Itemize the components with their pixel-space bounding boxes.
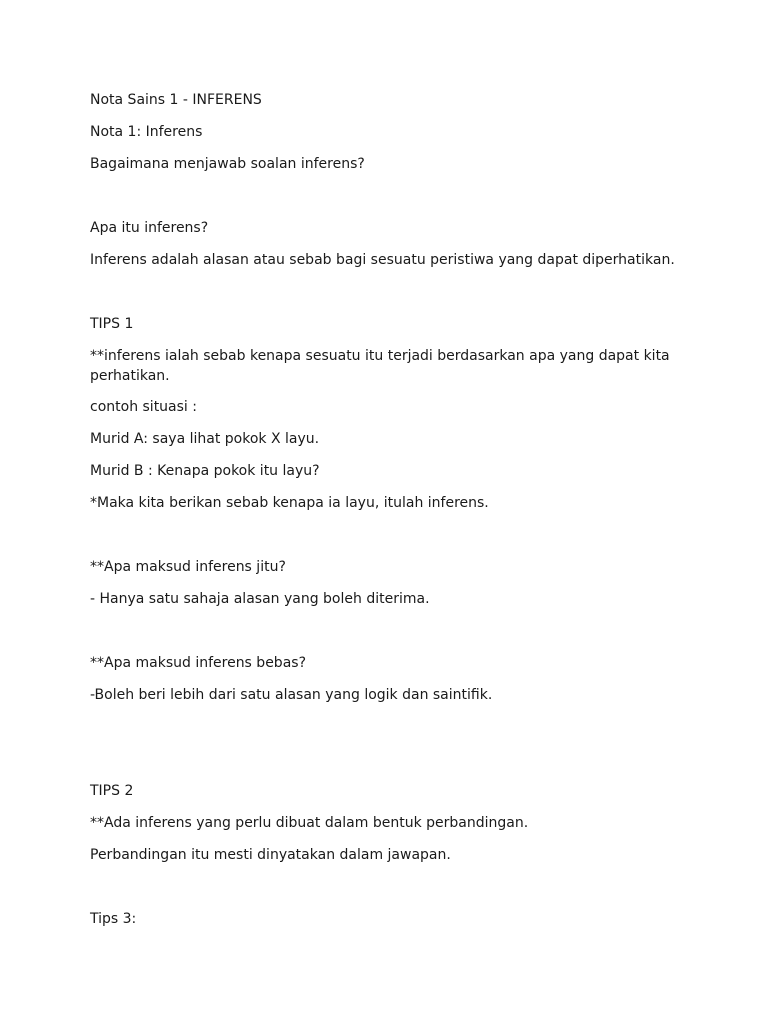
answer-line: -Boleh beri lebih dari satu alasan yang logik dan saintifik. (90, 687, 493, 703)
tips-heading: Tips 3: (90, 911, 137, 927)
dialogue-line: Murid A: saya lihat pokok X layu. (90, 431, 320, 447)
tips-heading: TIPS 1 (90, 316, 134, 332)
tip-paragraph: **Ada inferens yang perlu dibuat dalam bentuk perbandingan. (90, 815, 529, 831)
note-heading: Nota 1: Inferens (90, 124, 203, 140)
question-line: **Apa maksud inferens jitu? (90, 559, 286, 575)
dialogue-line: Murid B : Kenapa pokok itu layu? (90, 463, 320, 479)
question-line: **Apa maksud inferens bebas? (90, 655, 306, 671)
answer-line: - Hanya satu sahaja alasan yang boleh diterima. (90, 591, 430, 607)
definition-paragraph: Inferens adalah alasan atau sebab bagi sesuatu peristiwa yang dapat diperhatikan. (90, 252, 675, 268)
question-line: Bagaimana menjawab soalan inferens? (90, 156, 365, 172)
example-label: contoh situasi : (90, 399, 197, 415)
tip-paragraph: Perbandingan itu mesti dinyatakan dalam jawapan. (90, 847, 451, 863)
tips-heading: TIPS 2 (90, 783, 134, 799)
section-heading: Apa itu inferens? (90, 220, 209, 236)
conclusion-line: *Maka kita berikan sebab kenapa ia layu, itulah inferens. (90, 495, 489, 511)
tip-paragraph: **inferens ialah sebab kenapa sesuatu itu terjadi berdasarkan apa yang dapat kita perhatikan. (90, 348, 675, 384)
document-title: Nota Sains 1 - INFERENS (90, 92, 262, 108)
